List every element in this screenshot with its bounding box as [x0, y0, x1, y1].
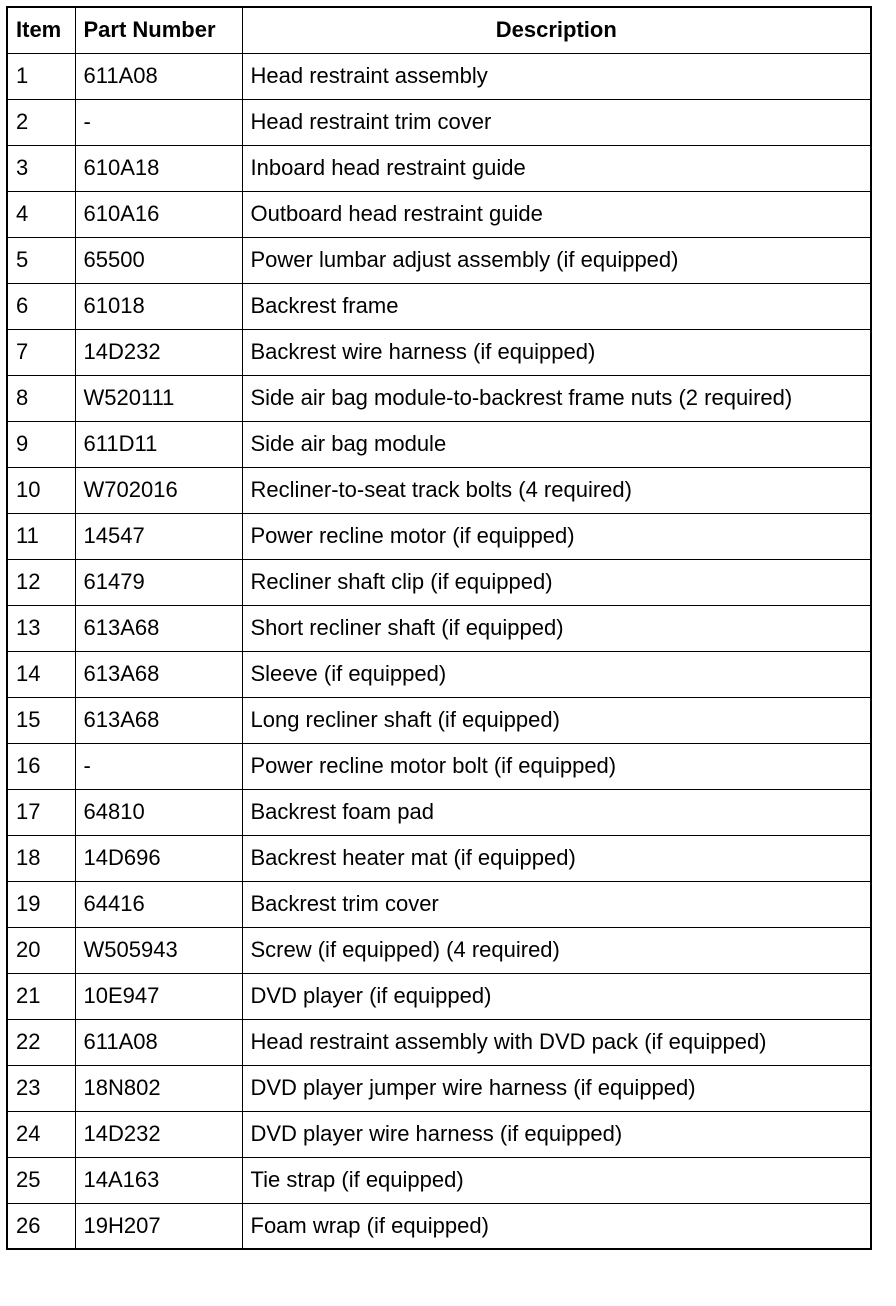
table-row — [7, 789, 871, 835]
header-part-number: Part Number — [75, 7, 242, 53]
description-cell: Backrest heater mat (if equipped) — [242, 835, 871, 881]
description-cell: Sleeve (if equipped) — [242, 651, 871, 697]
description-cell: Backrest foam pad — [242, 789, 871, 835]
item-cell: 25 — [7, 1157, 75, 1203]
table-row — [7, 467, 871, 513]
description-cell: Head restraint assembly with DVD pack (if equipped) — [242, 1019, 871, 1065]
item-cell: 20 — [7, 927, 75, 973]
part-number-cell: 14D232 — [75, 1111, 242, 1157]
description-cell: Head restraint trim cover — [242, 99, 871, 145]
table-row — [7, 835, 871, 881]
item-cell: 18 — [7, 835, 75, 881]
item-cell: 4 — [7, 191, 75, 237]
item-cell: 14 — [7, 651, 75, 697]
description-cell: Side air bag module — [242, 421, 871, 467]
table-row — [7, 191, 871, 237]
description-cell: Backrest frame — [242, 283, 871, 329]
item-cell: 12 — [7, 559, 75, 605]
item-cell: 3 — [7, 145, 75, 191]
header-row — [7, 7, 871, 53]
item-cell: 2 — [7, 99, 75, 145]
description-cell: Backrest trim cover — [242, 881, 871, 927]
part-number-cell: 611A08 — [75, 53, 242, 99]
description-cell: Screw (if equipped) (4 required) — [242, 927, 871, 973]
item-cell: 5 — [7, 237, 75, 283]
item-cell: 7 — [7, 329, 75, 375]
table-row — [7, 145, 871, 191]
table-row — [7, 513, 871, 559]
table-row — [7, 1111, 871, 1157]
part-number-cell: 14547 — [75, 513, 242, 559]
item-cell: 13 — [7, 605, 75, 651]
part-number-cell: 65500 — [75, 237, 242, 283]
table-row — [7, 375, 871, 421]
description-cell: Power recline motor (if equipped) — [242, 513, 871, 559]
description-cell: Recliner shaft clip (if equipped) — [242, 559, 871, 605]
table-row — [7, 605, 871, 651]
table-row — [7, 237, 871, 283]
table-header — [7, 7, 871, 53]
description-cell: Recliner-to-seat track bolts (4 required) — [242, 467, 871, 513]
part-number-cell: - — [75, 743, 242, 789]
item-cell: 21 — [7, 973, 75, 1019]
table-row — [7, 421, 871, 467]
item-cell: 22 — [7, 1019, 75, 1065]
table-body — [7, 53, 871, 1249]
description-cell: Power lumbar adjust assembly (if equipped) — [242, 237, 871, 283]
item-cell: 15 — [7, 697, 75, 743]
table-row — [7, 743, 871, 789]
part-number-cell: 14D232 — [75, 329, 242, 375]
item-cell: 16 — [7, 743, 75, 789]
table-row — [7, 973, 871, 1019]
header-description: Description — [242, 7, 871, 53]
item-cell: 8 — [7, 375, 75, 421]
table-row — [7, 697, 871, 743]
table-row — [7, 329, 871, 375]
table-row — [7, 881, 871, 927]
part-number-cell: 611D11 — [75, 421, 242, 467]
item-cell: 6 — [7, 283, 75, 329]
table-row — [7, 1203, 871, 1249]
part-number-cell: - — [75, 99, 242, 145]
part-number-cell: 61018 — [75, 283, 242, 329]
parts-table — [6, 6, 872, 1250]
table-row — [7, 53, 871, 99]
description-cell: Side air bag module-to-backrest frame nuts (2 required) — [242, 375, 871, 421]
description-cell: DVD player jumper wire harness (if equipped) — [242, 1065, 871, 1111]
table-row — [7, 651, 871, 697]
item-cell: 9 — [7, 421, 75, 467]
part-number-cell: 61479 — [75, 559, 242, 605]
item-cell: 11 — [7, 513, 75, 559]
item-cell: 1 — [7, 53, 75, 99]
part-number-cell: 610A16 — [75, 191, 242, 237]
description-cell: Head restraint assembly — [242, 53, 871, 99]
part-number-cell: 610A18 — [75, 145, 242, 191]
table-row — [7, 559, 871, 605]
table-row — [7, 1019, 871, 1065]
description-cell: Short recliner shaft (if equipped) — [242, 605, 871, 651]
description-cell: Long recliner shaft (if equipped) — [242, 697, 871, 743]
item-cell: 19 — [7, 881, 75, 927]
part-number-cell: W505943 — [75, 927, 242, 973]
description-cell: Tie strap (if equipped) — [242, 1157, 871, 1203]
part-number-cell: 14A163 — [75, 1157, 242, 1203]
description-cell: Foam wrap (if equipped) — [242, 1203, 871, 1249]
description-cell: Power recline motor bolt (if equipped) — [242, 743, 871, 789]
description-cell: DVD player wire harness (if equipped) — [242, 1111, 871, 1157]
item-cell: 26 — [7, 1203, 75, 1249]
part-number-cell: 613A68 — [75, 605, 242, 651]
item-cell: 10 — [7, 467, 75, 513]
part-number-cell: 613A68 — [75, 651, 242, 697]
part-number-cell: 611A08 — [75, 1019, 242, 1065]
part-number-cell: 64416 — [75, 881, 242, 927]
header-item: Item — [7, 7, 75, 53]
part-number-cell: 64810 — [75, 789, 242, 835]
item-cell: 24 — [7, 1111, 75, 1157]
table-row — [7, 1157, 871, 1203]
description-cell: DVD player (if equipped) — [242, 973, 871, 1019]
part-number-cell: W520111 — [75, 375, 242, 421]
table-row — [7, 99, 871, 145]
part-number-cell: W702016 — [75, 467, 242, 513]
part-number-cell: 18N802 — [75, 1065, 242, 1111]
description-cell: Outboard head restraint guide — [242, 191, 871, 237]
description-cell: Backrest wire harness (if equipped) — [242, 329, 871, 375]
table-row — [7, 283, 871, 329]
part-number-cell: 613A68 — [75, 697, 242, 743]
description-cell: Inboard head restraint guide — [242, 145, 871, 191]
part-number-cell: 10E947 — [75, 973, 242, 1019]
table-row — [7, 927, 871, 973]
table-row — [7, 1065, 871, 1111]
part-number-cell: 19H207 — [75, 1203, 242, 1249]
item-cell: 17 — [7, 789, 75, 835]
part-number-cell: 14D696 — [75, 835, 242, 881]
item-cell: 23 — [7, 1065, 75, 1111]
